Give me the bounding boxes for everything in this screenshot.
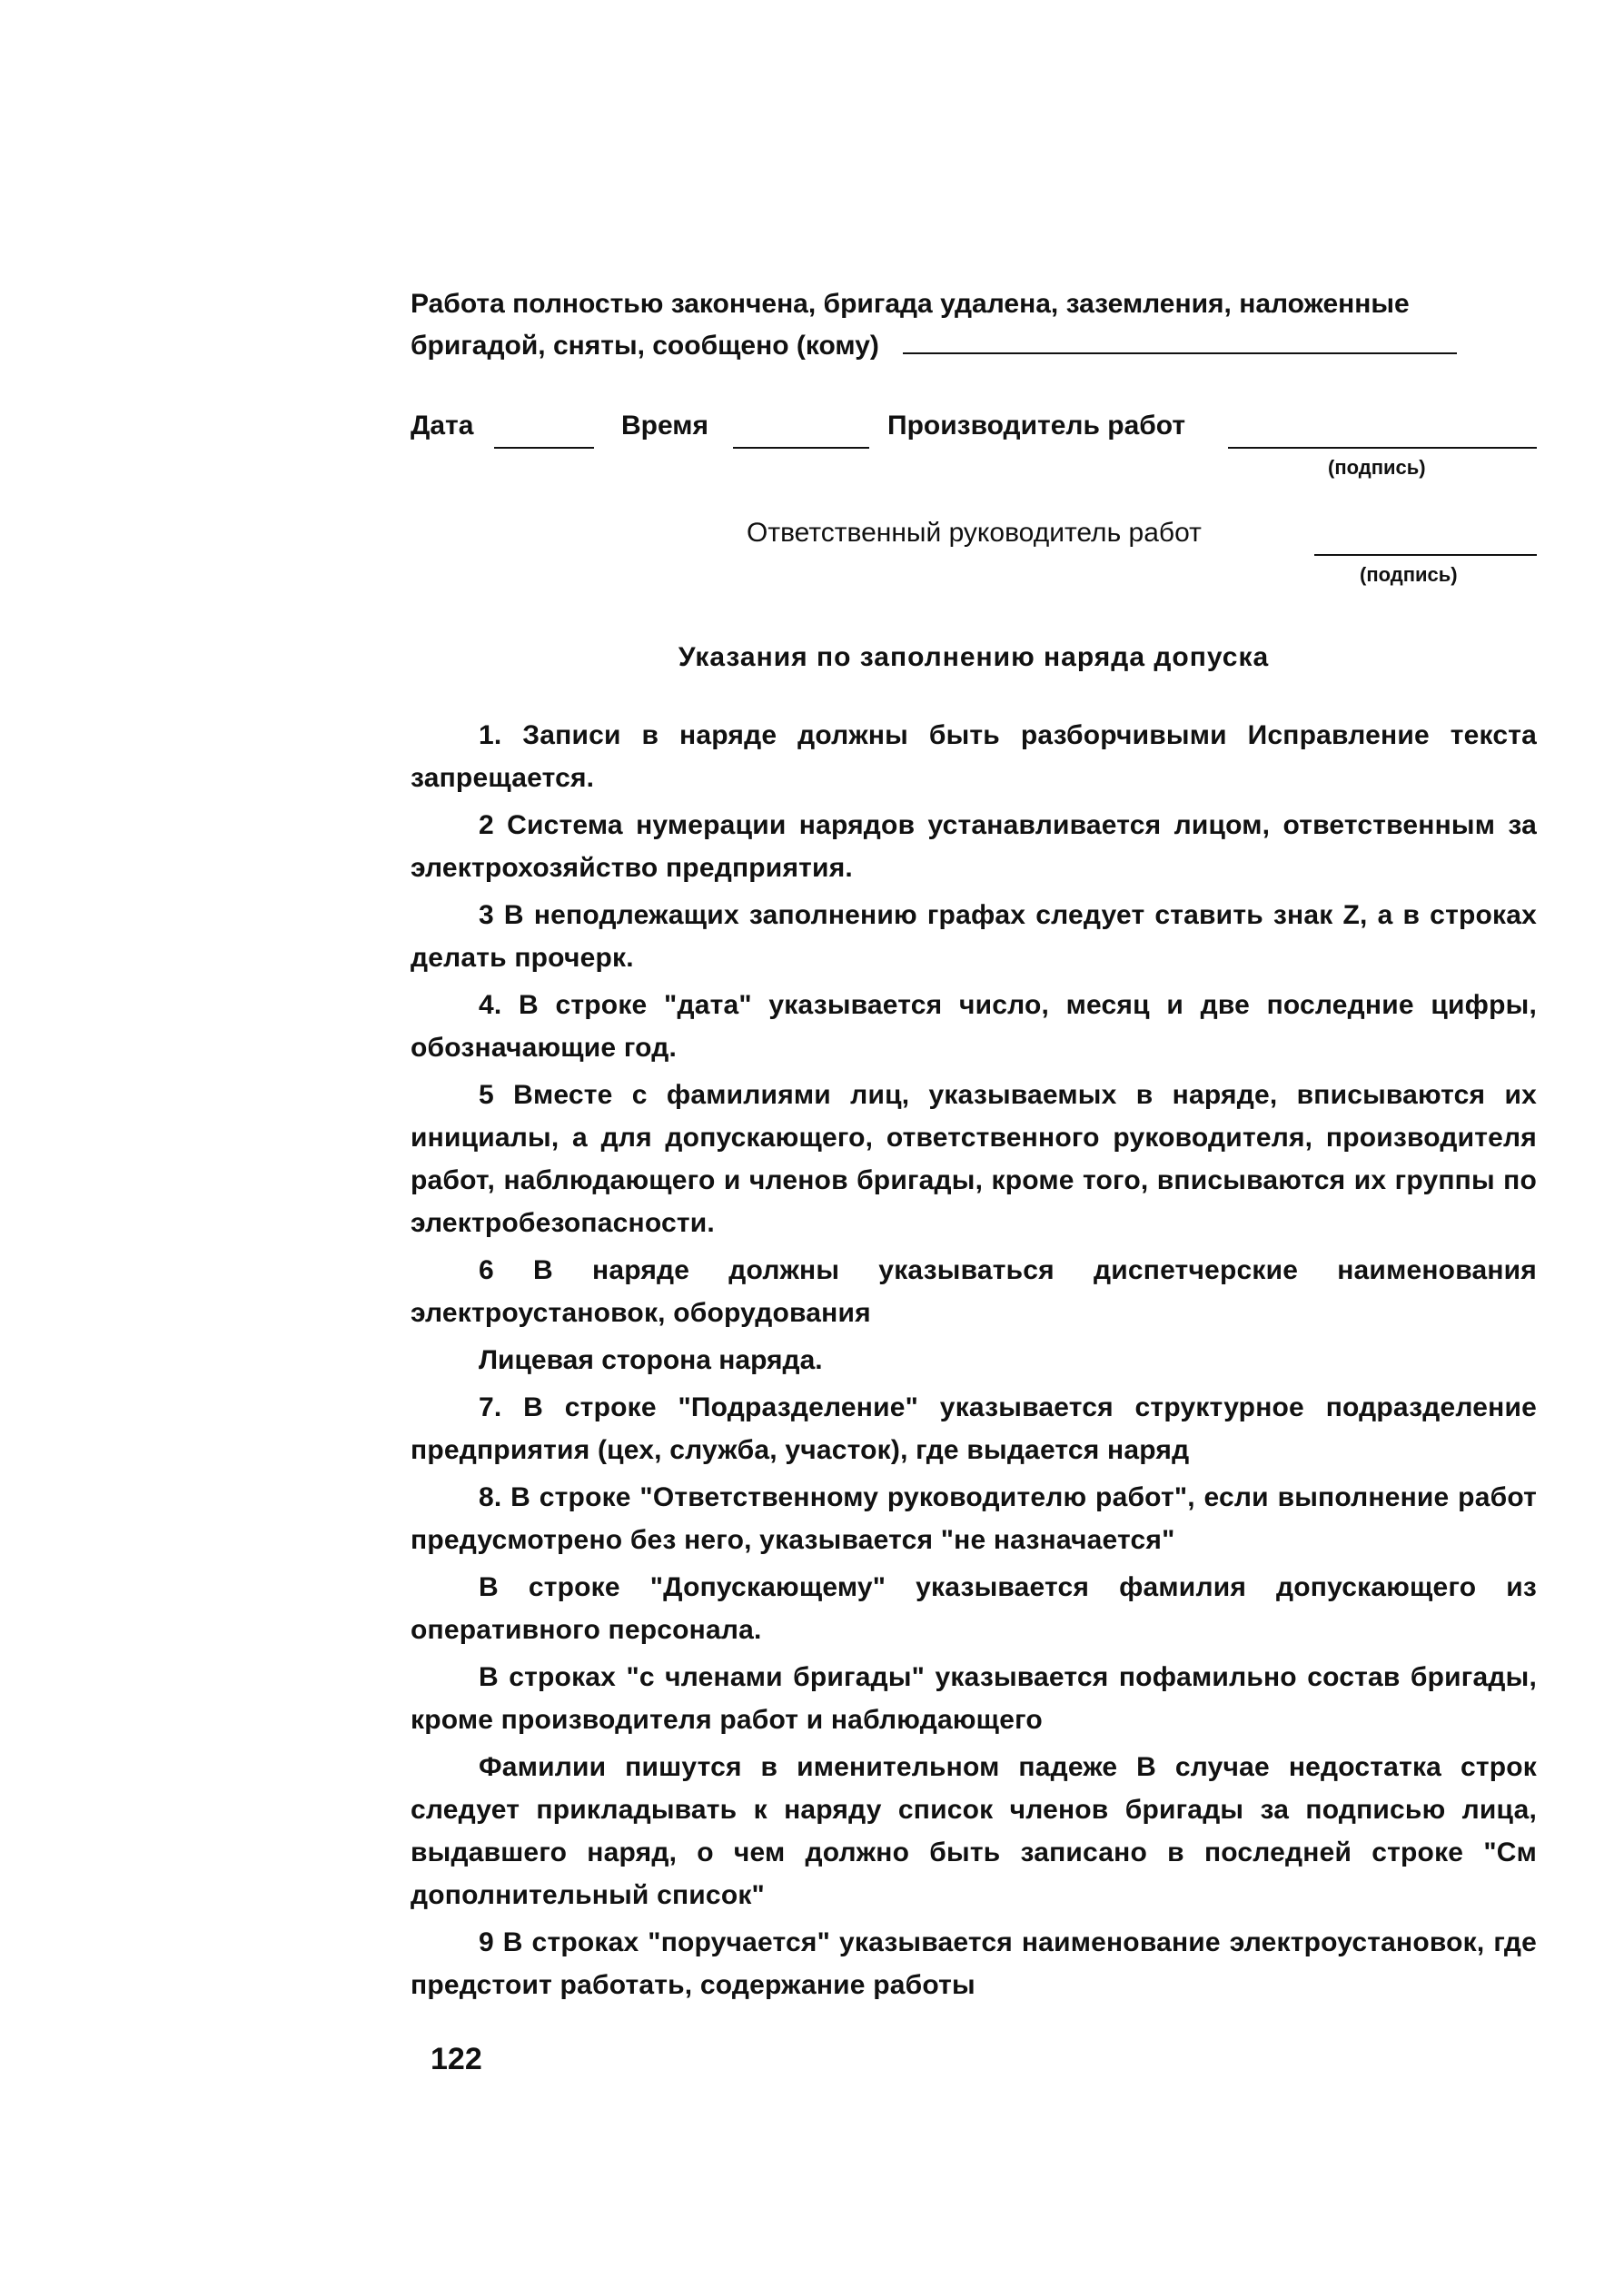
time-field[interactable] <box>733 423 869 449</box>
instruction-item: 5 Вместе с фамилиями лиц, указываемых в наряде, вписываются их инициалы, а для допускающего, ответственного руководителя, производителя работ, наблюдающего и членов бригады, кроме того, вписываются их группы по электробезопасности. <box>411 1080 1537 1238</box>
instruction-item: 1. Записи в наряде должны быть разборчивыми Исправление текста запрещается. <box>411 720 1537 793</box>
notified-whom-field[interactable] <box>903 329 1457 354</box>
instruction-item: В строке "Допускающему" указывается фамилия допускающего из оперативного персонала. <box>411 1572 1537 1645</box>
responsible-signature-caption: (подпись) <box>1360 563 1458 586</box>
responsible-signature-field[interactable] <box>1314 530 1537 556</box>
completion-line-2-text: бригадой, сняты, сообщено (кому) <box>411 331 879 361</box>
instructions-title: Указания по заполнению наряда допуска <box>678 642 1270 672</box>
time-label: Время <box>621 411 708 441</box>
responsible-manager-row <box>411 503 1537 603</box>
producer-signature-field[interactable] <box>1228 423 1537 449</box>
responsible-label: Ответственный руководитель работ <box>747 518 1202 548</box>
date-label: Дата <box>411 411 474 441</box>
front-side-subheading: Лицевая сторона наряда. <box>479 1345 823 1375</box>
instruction-item: 2 Система нумерации нарядов устанавливается лицом, ответственным за электрохозяйство предприятия. <box>411 810 1537 883</box>
producer-label: Производитель работ <box>887 411 1186 441</box>
instruction-item: 7. В строке "Подразделение" указывается структурное подразделение предприятия (цех, служба, участок), где выдается наряд <box>411 1392 1537 1465</box>
instruction-item: Фамилии пишутся в именительном падеже В случае недостатка строк следует прикладывать к наряду список членов бригады за подписью лица, выдавшего наряд, о чем должно быть записано в последней строке "См дополнительный список" <box>411 1752 1537 1910</box>
instruction-item: 9 В строках "поручается" указывается наименование электроустановок, где предстоит работать, содержание работы <box>411 1927 1537 2000</box>
completion-line-2 <box>411 325 1537 367</box>
instruction-item: 3 В неподлежащих заполнению графах следует ставить знак Z, а в строках делать прочерк. <box>411 900 1537 973</box>
document-page <box>411 283 1537 2011</box>
producer-signature-caption: (подпись) <box>1328 456 1426 479</box>
page-number: 122 <box>431 2042 482 2076</box>
date-field[interactable] <box>494 423 594 449</box>
instruction-item: 6 В наряде должны указываться диспетчерские наименования электроустановок, оборудования <box>411 1255 1537 1328</box>
date-time-producer-row <box>411 380 1537 489</box>
completion-line-1: Работа полностью закончена, бригада удалена, заземления, наложенные <box>411 289 1410 319</box>
instruction-item: В строках "с членами бригады" указывается пофамильно состав бригады, кроме производителя работ и наблюдающего <box>411 1662 1537 1735</box>
instruction-item: 4. В строке "дата" указывается число, месяц и две последние цифры, обозначающие год. <box>411 990 1537 1063</box>
instruction-item: 8. В строке "Ответственному руководителю работ", если выполнение работ предусмотрено без него, указывается "не назначается" <box>411 1482 1537 1555</box>
